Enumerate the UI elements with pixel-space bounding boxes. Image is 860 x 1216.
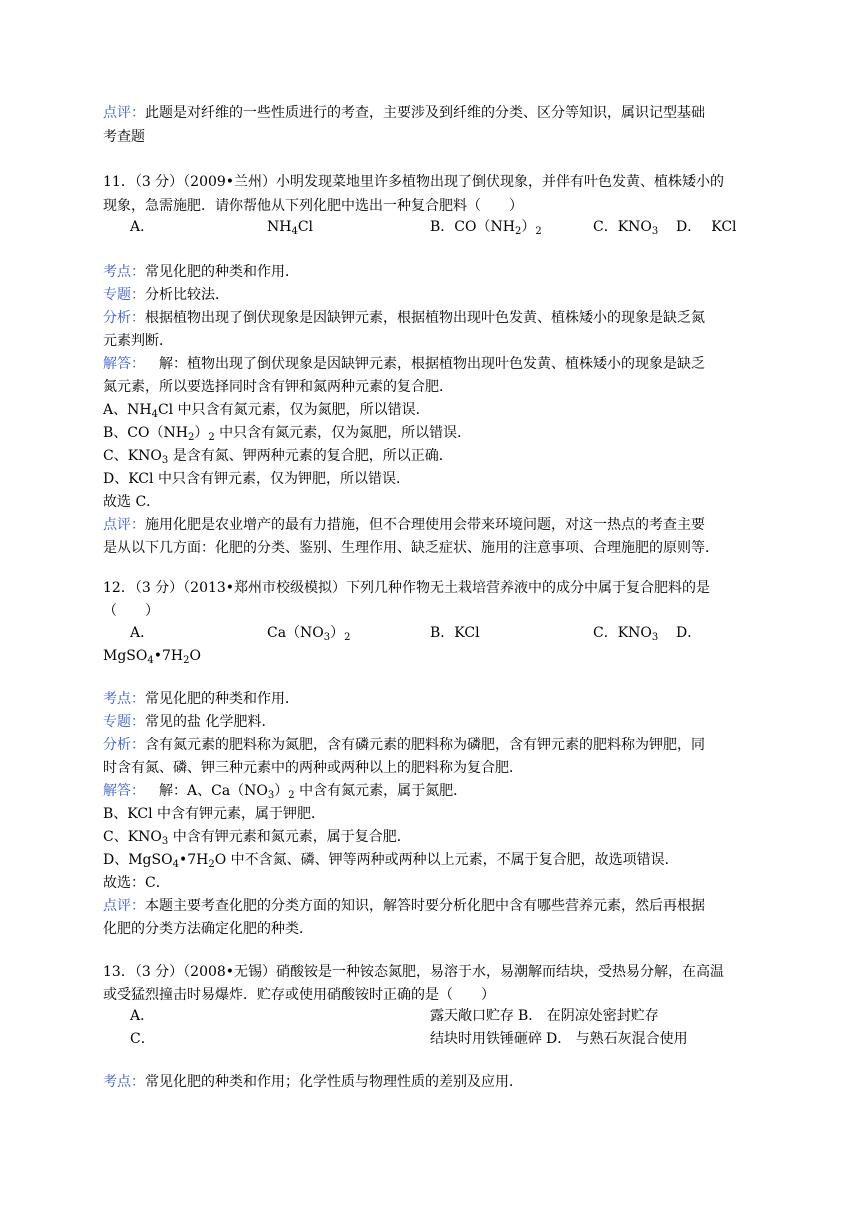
q12-line-c [103, 826, 411, 848]
formula-part: O [189, 648, 201, 664]
formula-subscript: 4 [147, 655, 154, 666]
kaodian-text: 常见化肥的种类和作用． [145, 691, 299, 707]
option-label: A． [130, 219, 155, 235]
review-text: 此题是对纤维的一些性质进行的考查，主要涉及到纤维的分类、区分等知识，属识记型基础 [145, 105, 705, 121]
formula-part: B．KCl [430, 625, 480, 641]
answer-text: 故选：C． [103, 875, 170, 891]
kaodian-label: 考点： [103, 264, 145, 280]
q12-zhuanti [103, 711, 275, 733]
q11-guxuan [103, 491, 160, 513]
formula-subscript: 3 [651, 226, 659, 237]
text-part: •7H [178, 852, 209, 868]
q12-dianping-cont [103, 918, 313, 940]
fenxi-text: 根据植物出现了倒伏现象是因缺钾元素，根据植物出现叶色发黄、植株矮小的现象是缺乏氮 [145, 310, 705, 326]
formula-part: Ca（NO [267, 625, 324, 641]
q11-line-c [103, 445, 453, 467]
formula-part: ） [521, 219, 536, 235]
q12-dianping [103, 895, 705, 917]
q11-option-a [267, 216, 313, 238]
q11-option-d [676, 216, 737, 238]
q12-fenxi-cont [103, 757, 523, 779]
jieda-label: 解答： [103, 783, 145, 799]
formula-part: MgSO [103, 648, 148, 664]
q11-stem-cont: 现象，急需施肥．请你帮他从下列化肥中选出一种复合肥料（ ） [103, 198, 523, 214]
text-part: O 中不含氮、磷、钾等两种或两种以上元素，不属于复合肥，故选项错误． [214, 852, 679, 868]
q13-option-c-d [430, 1028, 688, 1050]
q11-fenxi [103, 307, 705, 329]
q11-stem-line-2 [103, 195, 523, 217]
q10-review-line-1 [103, 102, 705, 124]
q13-stem: 13．（3 分）（2008•无锡）硝酸铵是一种铵态氮肥，易溶于水，易潮解而结块，受热易分解，在高温 [103, 964, 725, 980]
q11-option-b [430, 216, 542, 238]
q13-option-a-label [130, 1005, 154, 1027]
fenxi-text-cont: 元素判断． [103, 333, 173, 349]
formula-subscript: 2 [208, 432, 215, 443]
option-label: D． [676, 625, 702, 641]
jieda-text: 解：植物出现了倒伏现象是因缺钾元素，根据植物出现叶色发黄、植株矮小的现象是缺乏 [159, 356, 705, 372]
formula-subscript: 2 [535, 226, 542, 237]
kaodian-text: 常见化肥的种类和作用；化学性质与物理性质的差别及应用． [145, 1074, 523, 1090]
formula-subscript: 3 [267, 790, 275, 801]
formula-part: Cl [297, 219, 314, 235]
q11-stem: 11．（3 分）（2009•兰州）小明发现菜地里许多植物出现了倒伏现象，并伴有叶色发黄、植株矮小的 [103, 174, 725, 190]
dianping-text: 施用化肥是农业增产的最有力措施，但不合理使用会带来环境问题，对这一热点的考查主要 [145, 517, 705, 533]
dianping-text-cont: 化肥的分类方法确定化肥的种类． [103, 921, 313, 937]
text-part: ） [194, 425, 209, 441]
text-part: 是含有氮、钾两种元素的复合肥，所以正确． [168, 448, 453, 464]
formula-subscript: 4 [151, 409, 158, 420]
formula-subscript: 2 [183, 655, 190, 666]
kaodian-text: 常见化肥的种类和作用． [145, 264, 299, 280]
q12-stem-line-1 [103, 577, 710, 599]
formula-subscript: 2 [288, 790, 295, 801]
q13-stem-line-2 [103, 984, 495, 1006]
formula-subscript: 2 [344, 632, 351, 643]
text-part: 中含有氮元素，属于氮肥． [294, 783, 468, 799]
formula-subscript: 2 [208, 859, 215, 870]
q12-line-b [103, 803, 325, 825]
q12-line-d [103, 849, 679, 871]
text-part: 解：A、Ca（NO [159, 783, 268, 799]
q12-option-b [430, 622, 480, 644]
q13-option-a-b [430, 1005, 659, 1027]
review-label: 点评： [103, 105, 145, 121]
q11-line-b [103, 422, 471, 444]
dianping-label: 点评： [103, 517, 145, 533]
option-text: 结块时用铁锤砸碎 [430, 1031, 542, 1047]
formula-subscript: 3 [323, 632, 331, 643]
q12-stem: 12．（3 分）（2013•郑州市校级模拟）下列几种作物无土栽培营养液中的成分中属于复合肥料的是 [103, 580, 711, 596]
formula-subscript: 2 [187, 432, 195, 443]
q13-kaodian [103, 1071, 523, 1093]
formula-subscript: 4 [291, 226, 298, 237]
q11-kaodian [103, 261, 299, 283]
formula-part: •7H [153, 648, 184, 664]
formula-subscript: 4 [172, 859, 179, 870]
q11-line-a [103, 399, 430, 421]
formula-part: C．KNO [593, 625, 652, 641]
dianping-text-cont: 是从以下几方面：化肥的分类、鉴别、生理作用、缺乏症状、施用的注意事项、合理施肥的原则等． [103, 540, 719, 556]
text-part: ） [274, 783, 289, 799]
q11-zhuanti [103, 284, 229, 306]
q11-jieda [103, 353, 705, 375]
option-label: C． [130, 1031, 155, 1047]
text-part: 中含有钾元素和氮元素，属于复合肥． [168, 829, 411, 845]
zhuanti-label: 专题： [103, 287, 145, 303]
text-part: 中只含有氮元素，仅为氮肥，所以错误． [214, 425, 472, 441]
q12-option-c [593, 622, 658, 644]
q12-option-a [267, 622, 351, 644]
q11-fenxi-cont [103, 330, 173, 352]
q11-dianping [103, 514, 705, 536]
q13-stem-cont: 或受猛烈撞击时易爆炸．贮存或使用硝酸铵时正确的是（ ） [103, 987, 495, 1003]
fenxi-text-cont: 时含有氮、磷、钾三种元素中的两种或两种以上的肥料称为复合肥． [103, 760, 523, 776]
q11-jieda-cont [103, 376, 453, 398]
q12-guxuan [103, 872, 170, 894]
formula-part: NH [267, 219, 292, 235]
option-label: D． [676, 219, 702, 235]
text-part: D、KCl 中只含有钾元素，仅为钾肥，所以错误． [103, 471, 410, 487]
q13-option-c-label [130, 1028, 155, 1050]
option-text: B． 在阴凉处密封贮存 [518, 1008, 659, 1024]
q12-option-a-label [130, 622, 154, 644]
formula-subscript: 3 [161, 836, 169, 847]
option-label: A． [130, 1008, 155, 1024]
fenxi-label: 分析： [103, 310, 145, 326]
text-part: B、KCl 中含有钾元素，属于钾肥． [103, 806, 326, 822]
answer-text: 故选 C． [103, 494, 161, 510]
formula-subscript: 2 [514, 226, 522, 237]
formula-part: B．CO（NH [430, 219, 515, 235]
q12-option-d [103, 645, 201, 667]
jieda-label: 解答： [103, 356, 145, 372]
q11-dianping-cont [103, 537, 719, 559]
q12-fenxi [103, 734, 705, 756]
q11-option-c [593, 216, 658, 238]
jieda-text-cont: 氮元素，所以要选择同时含有钾和氮两种元素的复合肥． [103, 379, 453, 395]
q11-line-d [103, 468, 410, 490]
formula-part: C．KNO [593, 219, 652, 235]
text-part: C、KNO [103, 448, 162, 464]
formula-subscript: 3 [161, 455, 169, 466]
q10-review-line-2 [103, 126, 145, 148]
fenxi-label: 分析： [103, 737, 145, 753]
review-text-cont: 考查题 [103, 129, 145, 145]
formula-part: KCl [711, 219, 737, 235]
dianping-text: 本题主要考查化肥的分类方面的知识，解答时要分析化肥中含有哪些营养元素，然后再根据 [145, 898, 705, 914]
formula-subscript: 3 [651, 632, 659, 643]
zhuanti-text: 常见的盐 化学肥料． [145, 714, 276, 730]
text-part: B、CO（NH [103, 425, 188, 441]
q11-option-a-label [130, 216, 154, 238]
q12-kaodian [103, 688, 299, 710]
option-text: D． 与熟石灰混合使用 [546, 1031, 688, 1047]
zhuanti-label: 专题： [103, 714, 145, 730]
text-part: Cl 中只含有氮元素，仅为氮肥，所以错误． [157, 402, 430, 418]
q12-option-d-label [676, 622, 701, 644]
q12-jieda [103, 780, 467, 802]
kaodian-label: 考点： [103, 1074, 145, 1090]
q11-stem-line-1 [103, 171, 724, 193]
zhuanti-text: 分析比较法． [145, 287, 229, 303]
option-text: 露天敞口贮存 [430, 1008, 514, 1024]
q12-stem-cont: （ ） [103, 603, 159, 619]
kaodian-label: 考点： [103, 691, 145, 707]
formula-part: ） [330, 625, 345, 641]
text-part: C、KNO [103, 829, 162, 845]
q13-stem-line-1 [103, 961, 724, 983]
dianping-label: 点评： [103, 898, 145, 914]
q12-stem-line-2 [103, 600, 159, 622]
text-part: D、MgSO [103, 852, 173, 868]
fenxi-text: 含有氮元素的肥料称为氮肥，含有磷元素的肥料称为磷肥，含有钾元素的肥料称为钾肥，同 [145, 737, 705, 753]
option-label: A． [130, 625, 155, 641]
text-part: A、NH [103, 402, 152, 418]
